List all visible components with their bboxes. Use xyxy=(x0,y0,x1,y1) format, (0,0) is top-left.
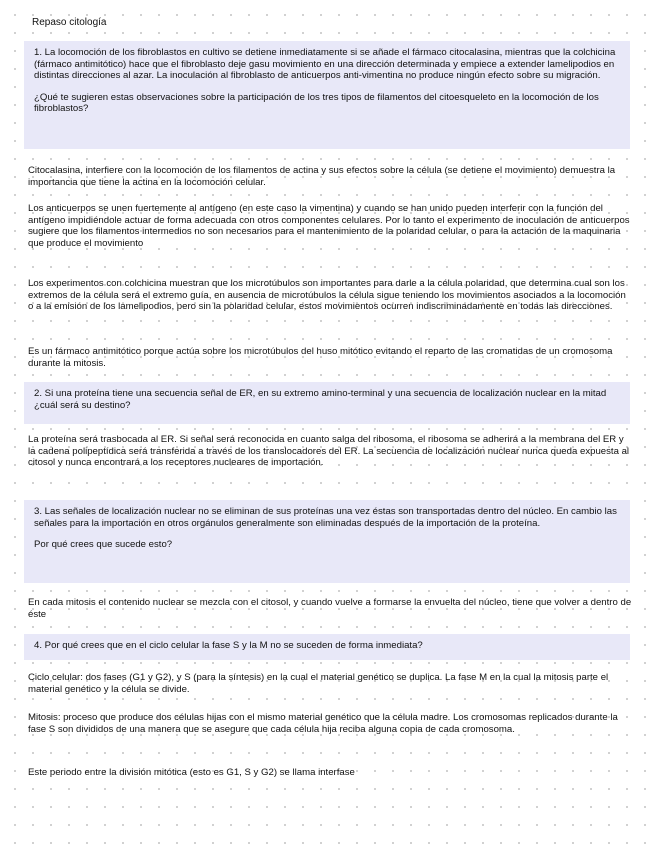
question-1-text: 1. La locomoción de los fibroblastos en cultivo se detiene inmediatamente si se añade el fármaco citocalasina, mientras que la colchicina (fármaco antimitótico) hace que el fibroblasto deje gasu movimiento en una dirección determinada y empiece a extender lamelipodios en distintas direcciones al azar. La inoculación al fibroblasto de anticuerpos anti-vimentina no produce ningún efecto sobre su migración. xyxy=(34,47,616,81)
answer-1-paragraph-4: Es un fármaco antimitótico porque actúa sobre los microtúbulos del huso mitótico evitando el reparto de las cromatidas de un cromosoma durante la mitosis. xyxy=(28,346,613,369)
question-2-text: 2. Si una proteína tiene una secuencia señal de ER, en su extremo amino-terminal y una secuencia de localización nuclear en la mitad ¿cuál será su destino? xyxy=(34,388,607,411)
question-block-4 xyxy=(24,634,630,660)
answer-4-paragraph-1: Ciclo celular: dos fases (G1 y G2), y S (para la síntesis) en la cual el material genético se duplica. La fase M en la cual la mitosis parte el material genético y la célula se divide. xyxy=(28,672,609,695)
document-title: Repaso citología xyxy=(32,17,107,28)
question-4-text: 4. Por qué crees que en el ciclo celular la fase S y la M no se suceden de forma inmediata? xyxy=(34,640,423,651)
question-3-text: 3. Las señales de localización nuclear no se eliminan de sus proteínas una vez éstas son transportadas dentro del núcleo. En cambio las señales para la importación en otros orgánulos generalmente son eliminadas después de la importación de la proteína. xyxy=(34,506,617,529)
question-block-1 xyxy=(24,41,630,149)
question-block-2 xyxy=(24,382,630,424)
answer-1-paragraph-1: Citocalasina, interfiere con la locomoción de los filamentos de actina y sus efectos sobre la célula (se detiene el movimiento) demuestra la importancia que tiene la actina en la locomoción celular. xyxy=(28,165,616,188)
answer-2-paragraph-1: La proteína será trasbocada al ER. Si señal será reconocida en cuanto salga del ribosoma, el ribosoma se adherirá a la membrana del ER y la cadena polipeptídica será transferida a través de los translocadores del ER. La secuencia de localización nuclear nunca queda expuesta al citosol y nunca encontrará a los receptores nucleares de importación. xyxy=(28,434,630,468)
question-block-3 xyxy=(24,500,630,583)
answer-4-paragraph-2: Mitosis: proceso que produce dos células hijas con el mismo material genético que la célula madre. Los cromosomas replicados durante la fase S son divididos de una manera que se asegure que cada célula hija reciba alguna copia de cada cromosoma. xyxy=(28,712,618,735)
answer-4-paragraph-3: Este periodo entre la división mitótica (esto es G1, S y G2) se llama interfase xyxy=(28,767,355,778)
answer-1-paragraph-2: Los anticuerpos se unen fuertemente al antígeno (en este caso la vimentina) y cuando se han unido pueden interferir con la función del antígeno impidiéndole actuar de forma adecuada con otros componentes celulares. Por lo tanto el experimento de inoculación de anticuerpos sugiere que los filamentos intermedios no son necesarios para el mantenimiento de la polaridad celular, o para la actación de la maquinaria que produce el movimiento xyxy=(28,203,630,249)
answer-1-paragraph-3: Los experimentos con colchicina muestran que los microtúbulos son importantes para darle a la célula polaridad, que determina cual son los extremos de la célula será el extremo guía, en ausencia de microtúbulos la célula sigue teniendo los movimientos asociados a la locomoción o a la emisión de los lamelipodios, pero sin la polaridad celular, estos movimientos ocurren indiscriminadamente en todas las direcciones. xyxy=(28,278,626,312)
question-1-prompt: ¿Qué te sugieren estas observaciones sobre la participación de los tres tipos de filamentos del citoesqueleto en la locomoción de los fibroblastos? xyxy=(34,91,599,114)
question-3-prompt: Por qué crees que sucede esto? xyxy=(34,539,173,550)
answer-3-paragraph-1: En cada mitosis el contenido nuclear se mezcla con el citosol, y cuando vuelve a formarse la envuelta del núcleo, tiene que volver a dentro de éste xyxy=(28,597,632,620)
